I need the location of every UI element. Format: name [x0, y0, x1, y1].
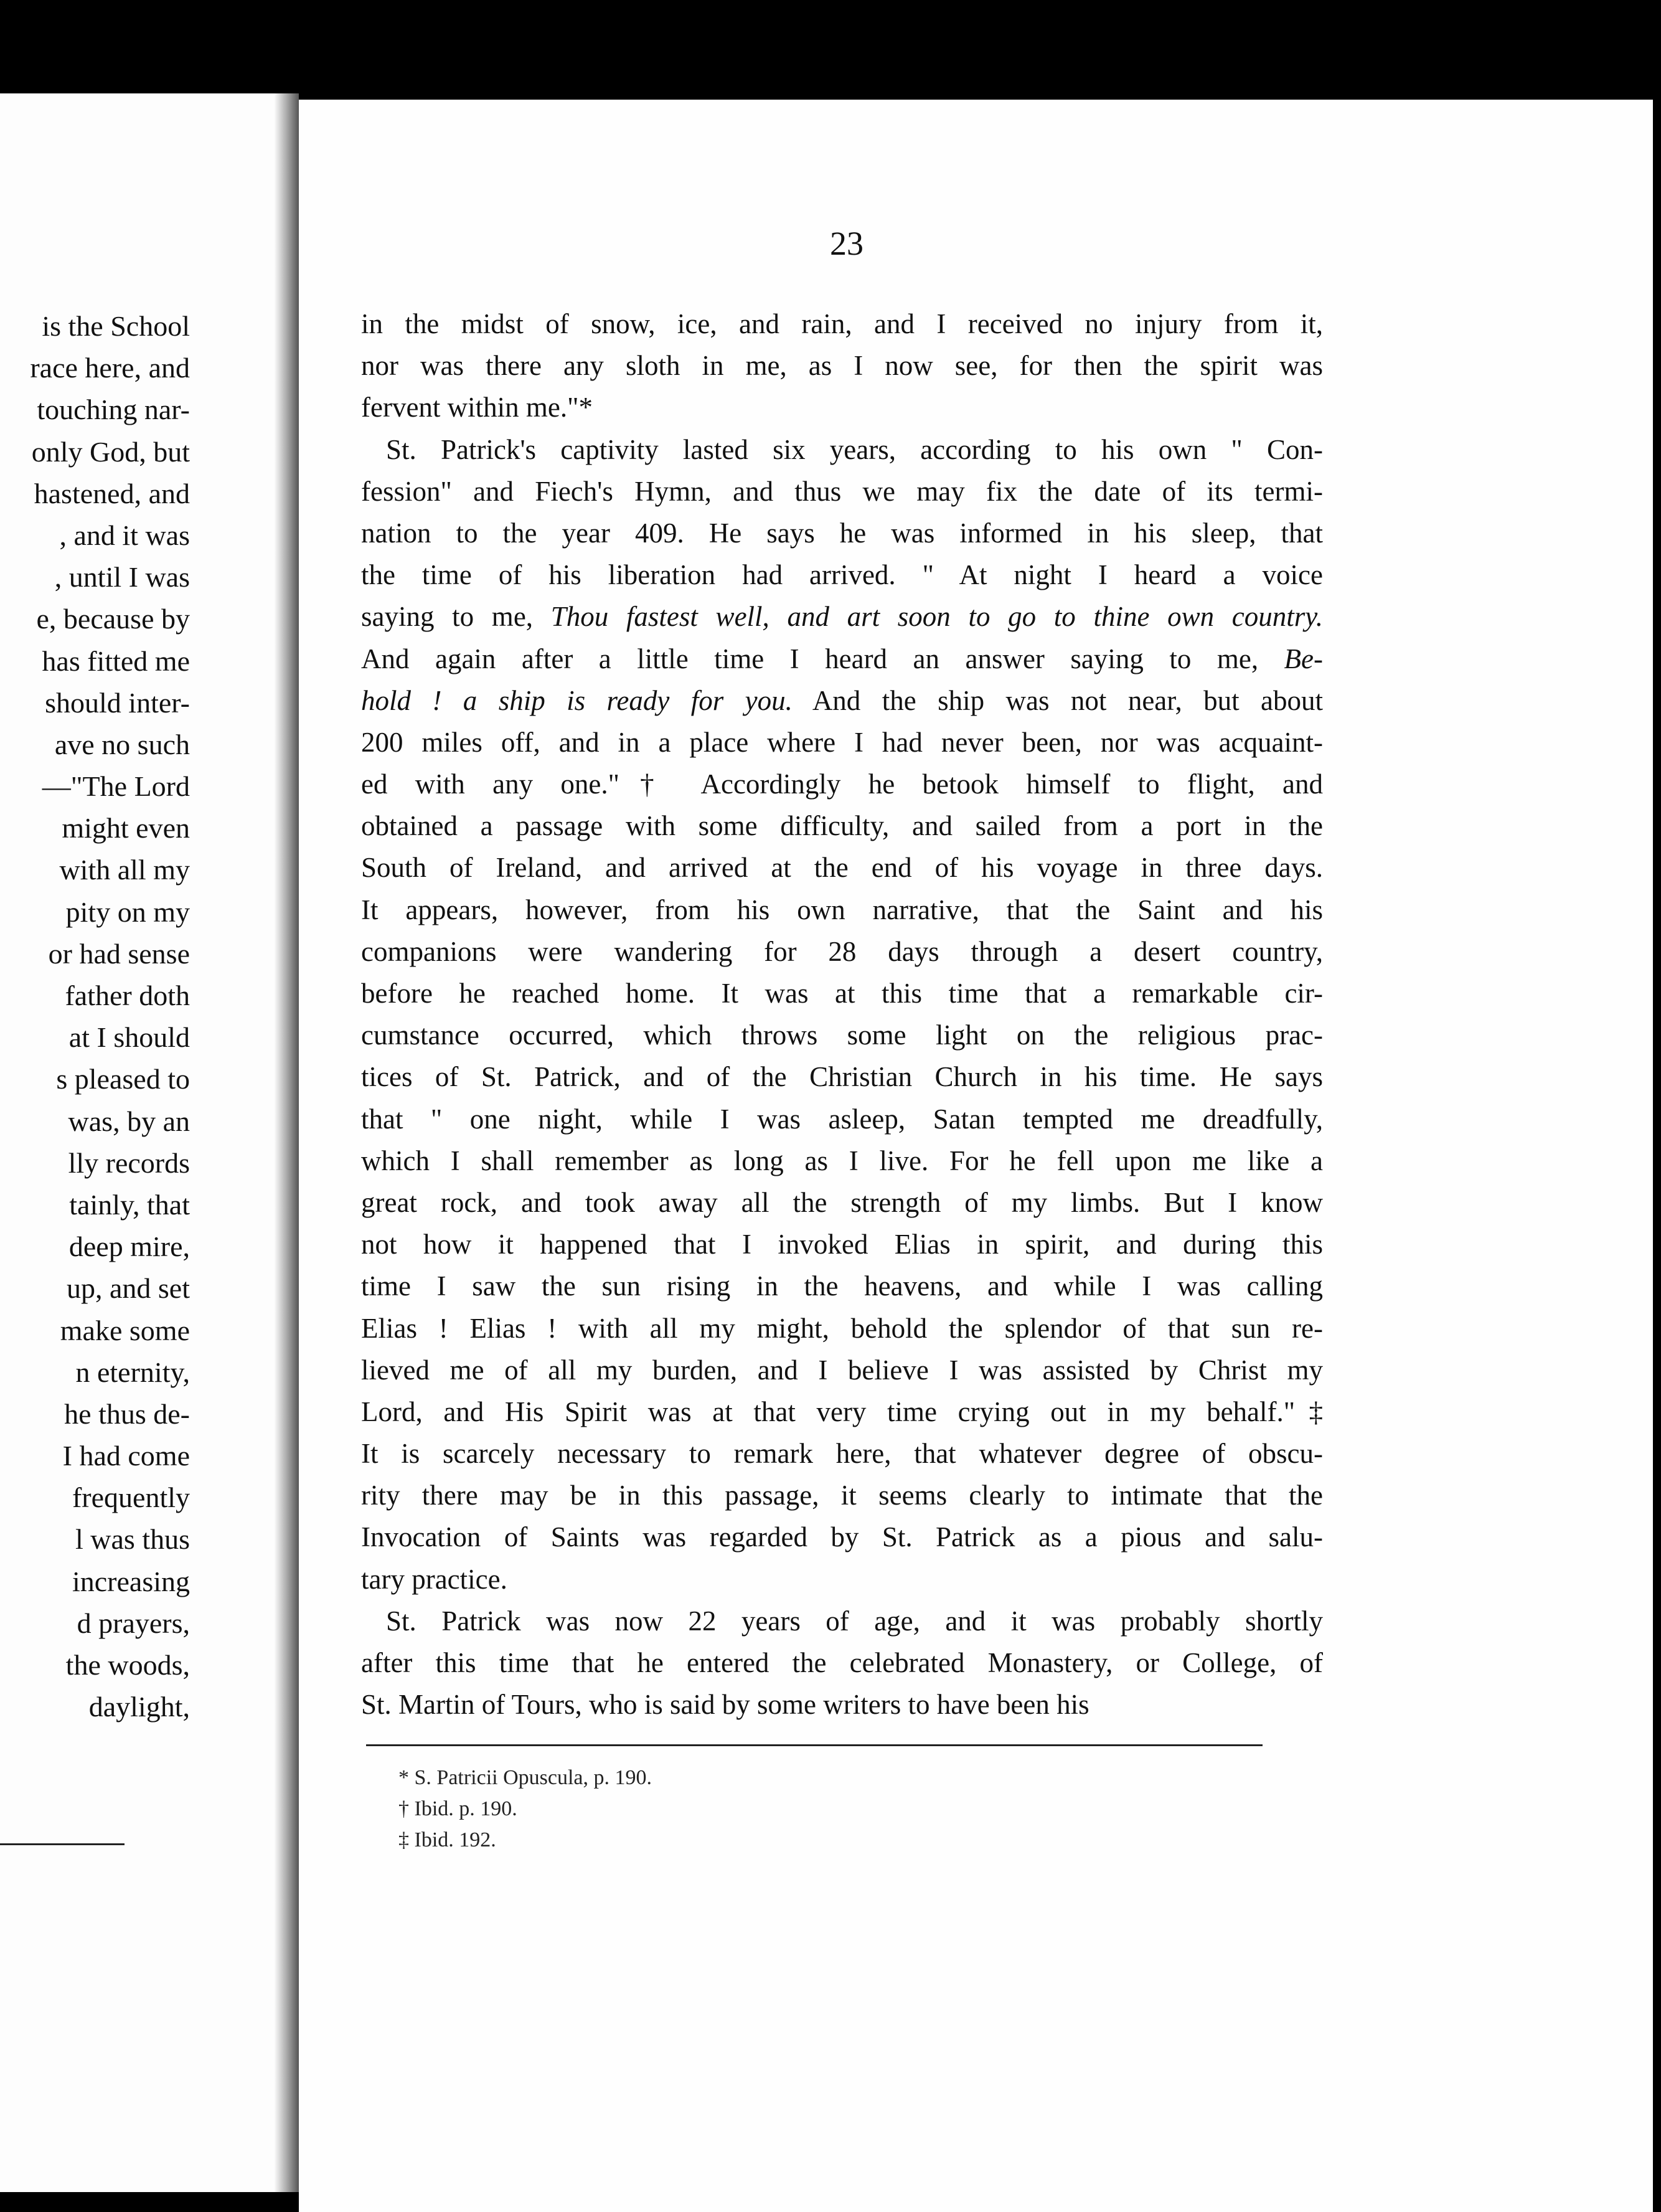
italic-quote: Thou fastest well, and art soon to go to thine own country.	[550, 601, 1323, 633]
body-line	[361, 1099, 1323, 1140]
body-line	[361, 513, 1323, 554]
body-line-text: not how it happened that I invoked Elias in spirit, and during this	[361, 1229, 1323, 1260]
body-line-text: fervent within me."*	[361, 392, 593, 423]
body-text	[361, 303, 1323, 1726]
body-line-text: ed with any one."† Accordingly he betook himself to flight, and	[361, 768, 1323, 800]
body-line-text: before he reached home. It was at this time that a remarkable cir-	[361, 978, 1323, 1009]
body-line	[361, 722, 1323, 763]
body-line-text: cumstance occurred, which throws some light on the religious prac-	[361, 1019, 1323, 1051]
left-line: father doth	[65, 980, 190, 1011]
body-line-text: nation to the year 409. He says he was informed in his sleep, that	[361, 517, 1323, 549]
left-line: at I should	[68, 1021, 190, 1054]
book-gutter	[274, 93, 299, 2192]
body-line	[361, 1014, 1323, 1056]
left-page	[0, 93, 293, 2192]
left-line: tainly, that	[69, 1188, 190, 1221]
footnote-rule	[366, 1744, 1263, 1746]
left-line: has fitted me	[42, 645, 190, 677]
left-page-text	[0, 305, 190, 1728]
left-line: d prayers,	[77, 1607, 190, 1639]
body-line	[361, 847, 1323, 889]
body-line-text: It is scarcely necessary to remark here, that whatever degree of obscu-	[361, 1438, 1323, 1470]
footnote: † Ibid. p. 190.	[398, 1797, 517, 1820]
body-line-text: which I shall remember as long as I live. For he fell upon me like a	[361, 1145, 1323, 1176]
body-line-text: lieved me of all my burden, and I believe I was assisted by Christ my	[361, 1354, 1323, 1386]
left-line: , and it was	[59, 519, 190, 551]
body-line	[361, 1391, 1323, 1433]
body-line-text: And the ship was not near, but about	[792, 684, 1323, 716]
left-line: or had sense	[48, 937, 190, 970]
body-line-text: And again after a little time I heard an answer saying to me,	[361, 643, 1284, 674]
body-line	[361, 1308, 1323, 1349]
left-line: might even	[62, 812, 190, 844]
body-line	[361, 680, 1323, 722]
body-line	[361, 638, 1323, 680]
left-line: lly records	[68, 1146, 190, 1179]
left-line: increasing	[72, 1565, 190, 1597]
body-line	[361, 1684, 1323, 1726]
body-line-text: 200 miles off, and in a place where I had never been, nor was acquaint-	[361, 726, 1323, 758]
body-line	[361, 1140, 1323, 1182]
left-line: was, by an	[68, 1105, 190, 1137]
left-line: s pleased to	[56, 1063, 190, 1095]
left-line: pity on my	[65, 896, 190, 928]
body-line-text: Invocation of Saints was regarded by St. Patrick as a pious and salu-	[361, 1521, 1323, 1553]
body-line-text: in the midst of snow, ice, and rain, and I received no injury from it,	[361, 308, 1323, 339]
left-line: with all my	[59, 854, 190, 886]
body-line	[361, 1182, 1323, 1224]
body-line	[361, 973, 1323, 1014]
left-line: e, because by	[36, 603, 190, 635]
left-line: only God, but	[31, 435, 190, 468]
body-line	[361, 1600, 1323, 1642]
left-line: up, and set	[66, 1272, 190, 1305]
body-line	[361, 596, 1323, 638]
body-line	[361, 1516, 1323, 1558]
left-line: l was thus	[75, 1523, 190, 1556]
left-line: deep mire,	[68, 1231, 190, 1263]
body-line-text: St. Martin of Tours, who is said by some writers to have been his	[361, 1689, 1089, 1721]
footnote: * S. Patricii Opuscula, p. 190.	[398, 1766, 652, 1789]
left-line: the woods,	[65, 1649, 190, 1681]
body-line-text: companions were wandering for 28 days through a desert country,	[361, 935, 1323, 967]
italic-quote: hold ! a ship is ready for you.	[361, 684, 793, 716]
left-line: —"The Lord	[42, 770, 190, 803]
body-line	[361, 805, 1323, 847]
body-line-text: time I saw the sun rising in the heavens, and while I was calling	[361, 1270, 1323, 1302]
footnote: ‡ Ibid. 192.	[398, 1828, 496, 1851]
body-line-text: great rock, and took away all the strength of my limbs. But I know	[361, 1186, 1323, 1218]
body-line	[361, 471, 1323, 513]
body-line-text: Lord, and His Spirit was at that very time crying out in my behalf."‡	[361, 1396, 1323, 1427]
body-line	[361, 554, 1323, 596]
body-line-text: after this time that he entered the celebrated Monastery, or College, of	[361, 1647, 1323, 1678]
body-line-text: tary practice.	[361, 1563, 507, 1595]
body-line-text: the time of his liberation had arrived. " At night I heard a voice	[361, 559, 1323, 591]
body-line	[361, 1349, 1323, 1391]
left-footnote-rule	[0, 1843, 125, 1845]
footnotes	[398, 1762, 896, 1856]
body-line-text: tices of St. Patrick, and of the Christian Church in his time. He says	[361, 1061, 1323, 1093]
body-line	[361, 429, 1323, 471]
left-line: is the School	[42, 310, 190, 342]
body-line	[361, 1056, 1323, 1098]
body-line-text: rity there may be in this passage, it seems clearly to intimate that the	[361, 1480, 1323, 1511]
left-line: should inter-	[45, 686, 190, 719]
left-line: make some	[60, 1314, 190, 1346]
left-line: hastened, and	[34, 477, 190, 509]
body-line-text: Elias ! Elias ! with all my might, behold the splendor of that sun re-	[361, 1312, 1323, 1344]
body-line-text: It appears, however, from his own narrative, that the Saint and his	[361, 894, 1323, 925]
left-line: frequently	[72, 1482, 190, 1514]
body-line	[361, 345, 1323, 387]
body-line-text: obtained a passage with some difficulty, and sailed from a port in the	[361, 810, 1323, 842]
body-line-text: nor was there any sloth in me, as I now see, for then the spirit was	[361, 350, 1323, 382]
page-number: 23	[830, 225, 863, 262]
body-line-text: South of Ireland, and arrived at the end of his voyage in three days.	[361, 852, 1323, 884]
left-line: race here, and	[30, 352, 190, 384]
body-line	[361, 387, 1323, 428]
body-line-text: St. Patrick's captivity lasted six years, according to his own " Con-	[386, 433, 1323, 465]
body-line	[361, 1433, 1323, 1475]
left-line: I had come	[62, 1440, 190, 1472]
body-line	[361, 1265, 1323, 1307]
body-line-text: that " one night, while I was asleep, Satan tempted me dreadfully,	[361, 1103, 1323, 1135]
body-line-text: fession" and Fiech's Hymn, and thus we may fix the date of its termi-	[361, 475, 1323, 507]
left-line: touching nar-	[37, 394, 190, 426]
body-line	[361, 303, 1323, 345]
body-line	[361, 763, 1323, 805]
left-line: , until I was	[54, 561, 190, 593]
body-line-text: St. Patrick was now 22 years of age, and it was probably shortly	[386, 1605, 1323, 1637]
body-line	[361, 931, 1323, 973]
body-line	[361, 1224, 1323, 1265]
body-line	[361, 889, 1323, 931]
body-line	[361, 1559, 1323, 1600]
left-line: n eternity,	[75, 1356, 190, 1388]
left-line: daylight,	[88, 1691, 190, 1723]
italic-quote: Be-	[1284, 643, 1323, 674]
body-line	[361, 1475, 1323, 1516]
body-line-text: saying to me,	[361, 601, 551, 633]
left-line: he thus de-	[64, 1397, 190, 1430]
left-line: ave no such	[54, 728, 190, 760]
body-line	[361, 1642, 1323, 1684]
